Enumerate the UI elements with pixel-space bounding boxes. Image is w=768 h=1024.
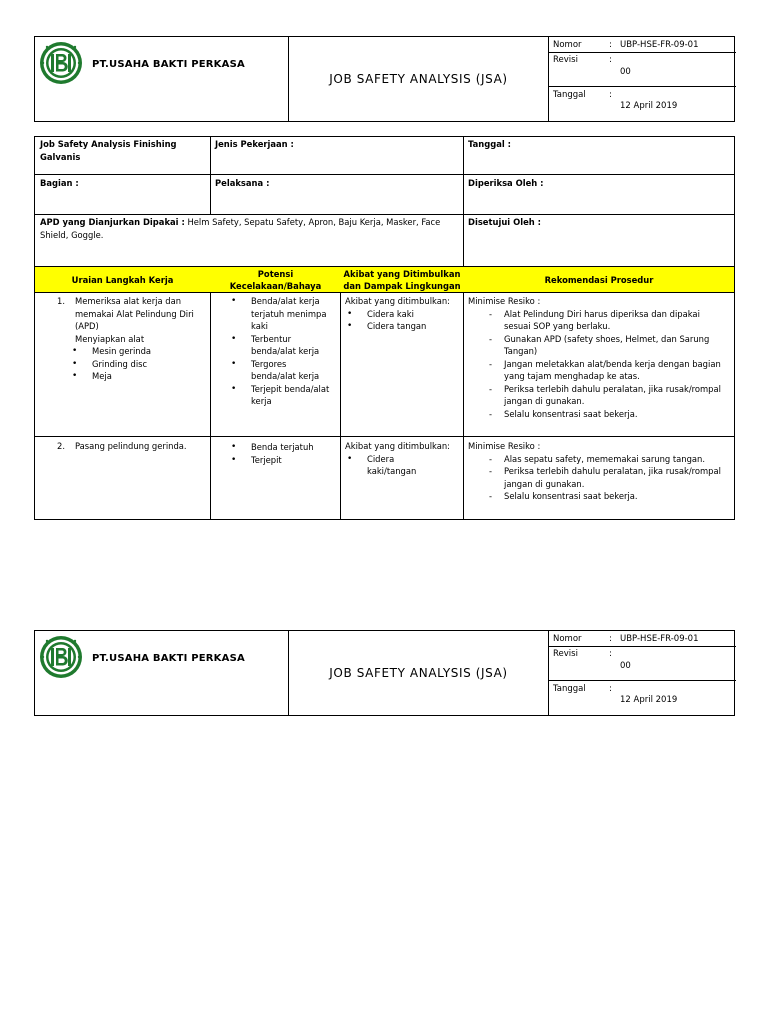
nomor-colon: : [609,634,612,644]
row1-hazards [251,295,329,408]
revisi-value: 00 [620,67,631,77]
diperiksa-oleh-label: Diperiksa Oleh : [468,178,544,188]
list-item: - Alat Pelindung Diri harus diperiksa dan dipakai sesuai SOP yang berlaku. [504,308,721,333]
col-uraian: Uraian Langkah Kerja [71,274,174,285]
row1-number: 1. [57,296,65,306]
row1-recommendations: Minimise Resiko : - Alat Pelindung Diri harus diperiksa dan dipakai sesuai SOP yang berlaku. - Gunakan APD (safety shoes, Helmet, dan Sarung Tangan) - Jangan meletakkan alat/benda kerja dengan bagian yang tajam menghadap ke atas. - Periksa terlebih dahulu peralatan, jika rusak/rompal jangan di gunakan. - Selalu konsentrasi saat bekerja. [468,295,721,420]
col-akibat: Akibat yang Ditimbulkan dan Dampak Lingkungan [343,268,461,291]
list-item: • Grinding disc [92,358,194,371]
row2-hazards [251,441,314,466]
list-item: - Selalu konsentrasi saat bekerja. [504,490,721,503]
row2-step: Pasang pelindung gerinda. [75,441,187,451]
revisi-label: Revisi [553,55,578,65]
revisi-value: 00 [620,661,631,671]
revisi-colon: : [609,649,612,659]
apd-label: APD yang Dianjurkan Dipakai : [40,217,185,227]
list-item: • Tergores benda/alat kerja [251,358,329,383]
company-name: PT.USAHA BAKTI PERKASA [92,653,245,664]
tanggal-colon: : [609,684,612,694]
list-item: • Terjepit [251,454,314,467]
row2-number: 2. [57,441,65,451]
revisi-colon: : [609,55,612,65]
col-potensi: Potensi Kecelakaan/Bahaya [229,268,322,291]
title-cell [289,37,549,121]
apd-value: Helm Safety, Sepatu Safety, Apron, Baju Kerja, Masker, Face [187,217,441,227]
nomor-value: UBP-HSE-FR-09-01 [620,40,699,50]
tanggal-value: 12 April 2019 [620,695,678,705]
revisi-row [549,53,736,87]
col-rekomendasi: Rekomendasi Prosedur [544,274,654,285]
nomor-value: UBP-HSE-FR-09-01 [620,634,699,644]
row2-recommendations: Minimise Resiko : - Alas sepatu safety, mememakai sarung tangan. - Periksa terlebih dahulu peralatan, jika rusak/rompal jangan di gunakan. - Selalu konsentrasi saat bekerja. [468,440,721,503]
list-item: - Selalu konsentrasi saat bekerja. [504,408,721,421]
row1-effects: Akibat yang ditimbulkan: • Cidera kaki • Cidera tangan [345,295,450,333]
revisi-label: Revisi [553,649,578,659]
nomor-colon: : [609,40,612,50]
apd-value-cont: Shield, Goggle. [40,229,104,240]
tanggal-colon: : [609,90,612,100]
list-item: - Periksa terlebih dahulu peralatan, jika rusak/rompal jangan di gunakan. [504,383,721,408]
company-logo-icon [39,635,83,679]
list-item: • Terbentur benda/alat kerja [251,333,329,358]
list-item: • Benda/alat kerja terjatuh menimpa kaki [251,295,329,333]
bagian-label: Bagian : [40,178,79,188]
list-item: • Terjepit benda/alat kerja [251,383,329,408]
tanggal-label: Tanggal [553,684,586,694]
pelaksana-label: Pelaksana : [215,178,270,188]
nomor-row [549,37,736,53]
row1-step: Memeriksa alat kerja dan memakai Alat Pelindung Diri (APD) Menyiapkan alat • Mesin gerinda • Grinding disc • Meja [75,295,194,383]
list-item: - Gunakan APD (safety shoes, Helmet, dan Sarung Tangan) [504,333,721,358]
list-item: • Meja [92,370,194,383]
tanggal-value: 12 April 2019 [620,101,678,111]
jsa-table [34,136,735,520]
document-title: JOB SAFETY ANALYSIS (JSA) [329,666,508,680]
company-name: PT.USAHA BAKTI PERKASA [92,59,245,70]
company-cell [35,631,289,715]
nomor-label: Nomor [553,40,582,50]
document-title: JOB SAFETY ANALYSIS (JSA) [329,72,508,86]
list-item: • Cidera kaki/tangan [367,453,450,478]
revisi-row [549,647,736,681]
tanggal-label: Tanggal [553,90,586,100]
list-item: - Alas sepatu safety, mememakai sarung tangan. [504,453,721,466]
company-cell [35,37,289,121]
document-header-page2 [34,630,735,716]
apd-field [40,216,455,241]
document-header [34,36,735,122]
tanggal-field-label: Tanggal : [468,139,512,149]
meta-cell [549,37,736,121]
tanggal-row [549,87,736,123]
list-item: • Benda terjatuh [251,441,314,454]
title-cell [289,631,549,715]
nomor-label: Nomor [553,634,582,644]
list-item: - Jangan meletakkan alat/benda kerja dengan bagian yang tajam menghadap ke atas. [504,358,721,383]
meta-cell [549,631,736,715]
company-logo-icon [39,41,83,85]
tanggal-row [549,681,736,717]
disetujui-oleh-label: Disetujui Oleh : [468,217,541,227]
jenis-pekerjaan-label: Jenis Pekerjaan : [215,139,294,149]
jsa-name: Job Safety Analysis Finishing Galvanis [40,139,177,162]
nomor-row [549,631,736,647]
list-item: • Mesin gerinda [92,345,194,358]
row2-effects: Akibat yang ditimbulkan: • Cidera kaki/tangan [345,440,450,478]
list-item: • Cidera tangan [367,320,450,333]
list-item: • Cidera kaki [367,308,450,321]
list-item: - Periksa terlebih dahulu peralatan, jika rusak/rompal jangan di gunakan. [504,465,721,490]
